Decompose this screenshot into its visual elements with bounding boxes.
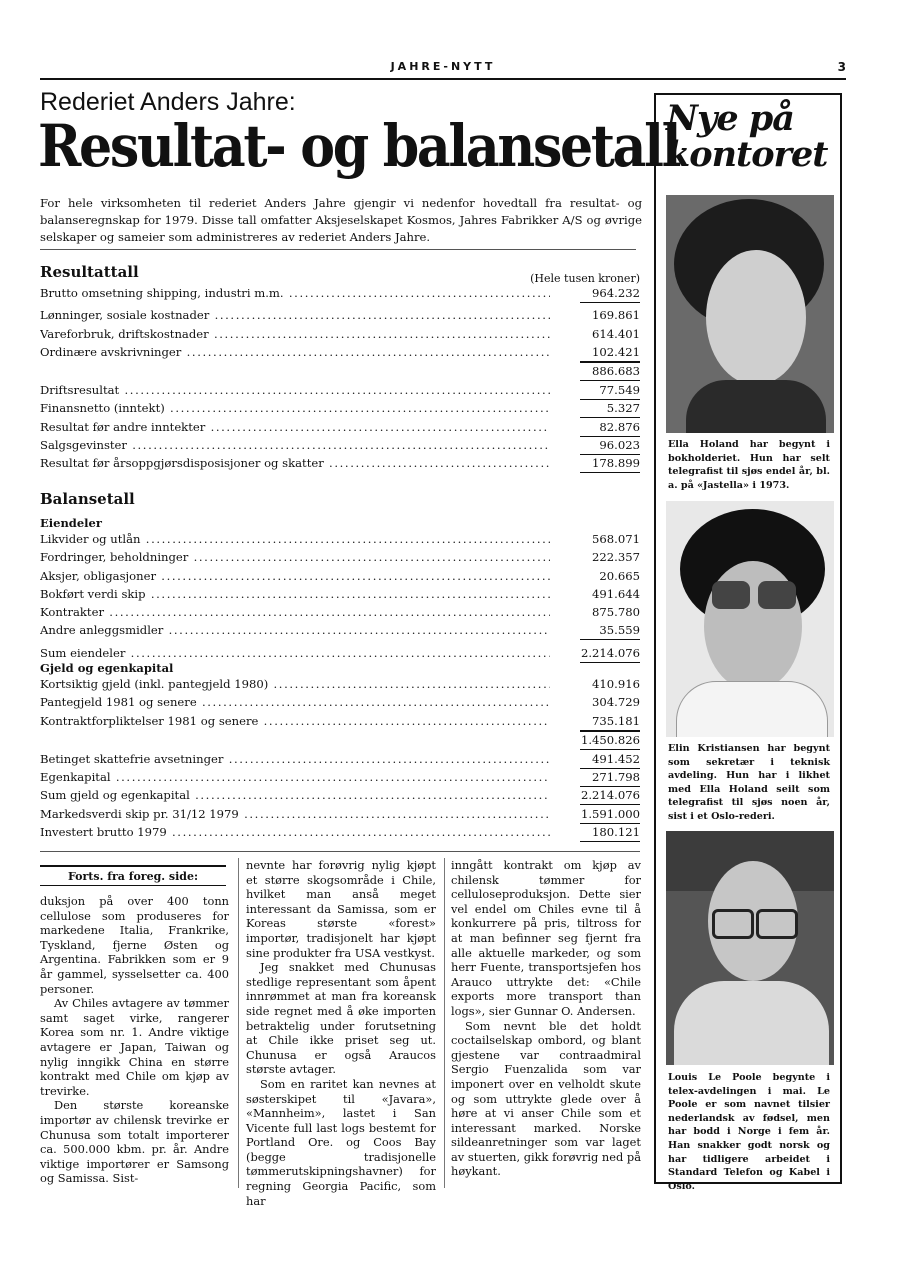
unit-note: (Hele tusen kroner) xyxy=(530,272,640,285)
divider xyxy=(40,249,636,250)
table-row: Andre anleggsmidler ..... 35.559 xyxy=(40,622,640,640)
table-row: Lønninger, sosiale kostnader ..... 169.861 xyxy=(40,307,640,325)
table-row: Resultat før årsoppgjørsdisposisjoner og skatter ..... 178.899 xyxy=(40,455,640,473)
table-row: Kontrakter ..... 875.780 xyxy=(40,604,640,622)
table-row: Vareforbruk, driftskostnader ..... 614.401 xyxy=(40,326,640,344)
gjeld-table xyxy=(40,676,640,842)
balanse-title: Balansetall xyxy=(40,490,135,508)
table-row: Driftsresultat ..... 77.549 xyxy=(40,382,640,400)
table-row: Aksjer, obligasjoner ..... 20.665 xyxy=(40,568,640,586)
portrait-photo xyxy=(666,501,834,737)
table-row-total: Sum eiendeler ..... 2.214.076 xyxy=(40,645,640,663)
table-row: Salgsgevinster ..... 96.023 xyxy=(40,437,640,455)
table-row: Investert brutto 1979 ..... 180.121 xyxy=(40,824,640,842)
continued-label: Forts. fra foreg. side: xyxy=(40,865,226,886)
article-headline: Resultat- og balansetall xyxy=(38,112,680,180)
resultat-title: Resultattall xyxy=(40,263,139,281)
divider xyxy=(40,851,640,852)
column-divider xyxy=(238,858,239,1188)
eiendeler-table xyxy=(40,531,640,663)
article-column-3: inngått kontrakt om kjøp av chilensk tømmer for celluloseproduksjon. Dette sier vel endel om Chiles evne til å konkurrere på pris, tiltross for at man befinner seg fjernt fra alle aktuelle markeder, og som herr Fuente, transportsjefen hos Arauco uttrykte det: «Chile exports more transport than logs», sier Gunnar O. Andersen. Som nevnt ble det holdt coctailselskap ombord, og blant gjestene var contraadmiral Sergio Fuenzalida som var imponert over en velholdt skute og som uttrykte glede over å høre at vi anser Chile som et interessant marked. Norske sildeanretninger som var laget av stuerten, gikk forøvrig ned på høykant. xyxy=(451,858,641,1179)
table-row: Bokført verdi skip ..... 491.644 xyxy=(40,586,640,604)
table-row: Betinget skattefrie avsetninger ..... 491.452 xyxy=(40,751,640,769)
portrait-photo xyxy=(666,831,834,1065)
photo-caption: Elin Kristiansen har begynt som sekretær i teknisk avdeling. Hun har i likhet med Ella Holand seilt som telegrafist til sjøs noen år, sist i et Oslo-rederi. xyxy=(668,743,830,822)
table-row: Markedsverdi skip pr. 31/12 1979 ..... 1.591.000 xyxy=(40,806,640,824)
table-row: Ordinære avskrivninger ..... 102.421 xyxy=(40,344,640,362)
photo-caption: Ella Holand har begynt i bokholderiet. Hun har selt telegrafist til sjøs endel år, bl. a. på «Jastella» i 1973. xyxy=(668,439,830,491)
eiendeler-title: Eiendeler xyxy=(40,516,102,530)
gjeld-title: Gjeld og egenkapital xyxy=(40,661,174,675)
sidebar-title: Nye på kontoret xyxy=(666,98,828,175)
resultat-table xyxy=(40,285,640,474)
table-row: Pantegjeld 1981 og senere ..... 304.729 xyxy=(40,694,640,712)
article-column-2: nevnte har forøvrig nylig kjøpt et større skogsområde i Chile, hvilket man anså meget interessant da Samissa, som er Koreas største «forest» importør, tradisjonelt har kjøpt sine produkter fra USA vestkyst. Jeg snakket med Chunusas stedlige representant som åpent innrømmet at man fra koreansk side regnet med å øke importen betraktelig under forutsetning at Chile ikke priset seg ut. Chunusa er også Araucos største avtager. Som en raritet kan nevnes at søsterskipet til «Javara», «Mannheim», lastet i San Vicente full last logs bestemt for Portland Ore. og Coos Bay (begge tradisjonelle tømmerutskipningshavner) for regning Georgia Pacific, som har xyxy=(246,858,436,1208)
table-row: Likvider og utlån ..... 568.071 xyxy=(40,531,640,549)
masthead xyxy=(40,60,846,80)
table-row-subtotal: 886.683 xyxy=(40,362,640,382)
table-row-subtotal: 1.450.826 xyxy=(580,732,640,747)
article-kicker: Rederiet Anders Jahre: xyxy=(40,88,296,116)
table-row: Brutto omsetning shipping, industri m.m. ..... 964.232 xyxy=(40,285,640,303)
table-row-total: Sum gjeld og egenkapital ..... 2.214.076 xyxy=(40,787,640,805)
table-row: Kontraktforpliktelser 1981 og senere ..... 735.181 xyxy=(40,713,640,731)
article-intro: For hele virksomheten til rederiet Anders Jahre gjengir vi nedenfor hovedtall fra resultat- og balanseregnskap for 1979. Disse tall omfatter Aksjeselskapet Kosmos, Jahres Fabrikker A/S og øvrige selskaper og sameier som administreres av rederiet Anders Jahre. xyxy=(40,196,642,244)
table-row: Egenkapital ..... 271.798 xyxy=(40,769,640,787)
table-row: Kortsiktig gjeld (inkl. pantegjeld 1980) ..... 410.916 xyxy=(40,676,640,694)
publication-title: JAHRE-NYTT xyxy=(390,60,496,73)
table-row: Fordringer, beholdninger ..... 222.357 xyxy=(40,549,640,567)
page-number: 3 xyxy=(837,60,846,74)
table-row: Finansnetto (inntekt) ..... 5.327 xyxy=(40,400,640,418)
article-column-1: duksjon på over 400 tonn cellulose som produseres for markedene Italia, Frankrike, Tyskland, fjerne Østen og Argentina. Fabrikken som er 9 år gammel, sysselsetter ca. 400 personer. Av Chiles avtagere av tømmer samt saget virke, rangerer Korea som nr. 1. Andre viktige avtagere er Japan, Taiwan og nylig inngikk China en større kontrakt med Chile om kjøp av trevirke. Den største koreanske importør av chilensk trevirke er Chunusa som totalt importerer ca. 500.000 kbm. pr. år. Andre viktige importører er Samsong og Samissa. Sist- xyxy=(40,894,229,1186)
portrait-photo xyxy=(666,195,834,433)
column-divider xyxy=(444,858,445,1188)
table-row: Resultat før andre inntekter ..... 82.876 xyxy=(40,419,640,437)
new-staff-sidebar xyxy=(654,93,842,1192)
photo-caption: Louis Le Poole begynte i telex-avdelingen i mai. Le Poole er som navnet tilsier nederlandsk av fødsel, men har bodd i Norge i fem år. Han snakker godt norsk og har tidligere arbeidet i Standard Telefon og Kabel i Oslo. xyxy=(668,1072,830,1192)
